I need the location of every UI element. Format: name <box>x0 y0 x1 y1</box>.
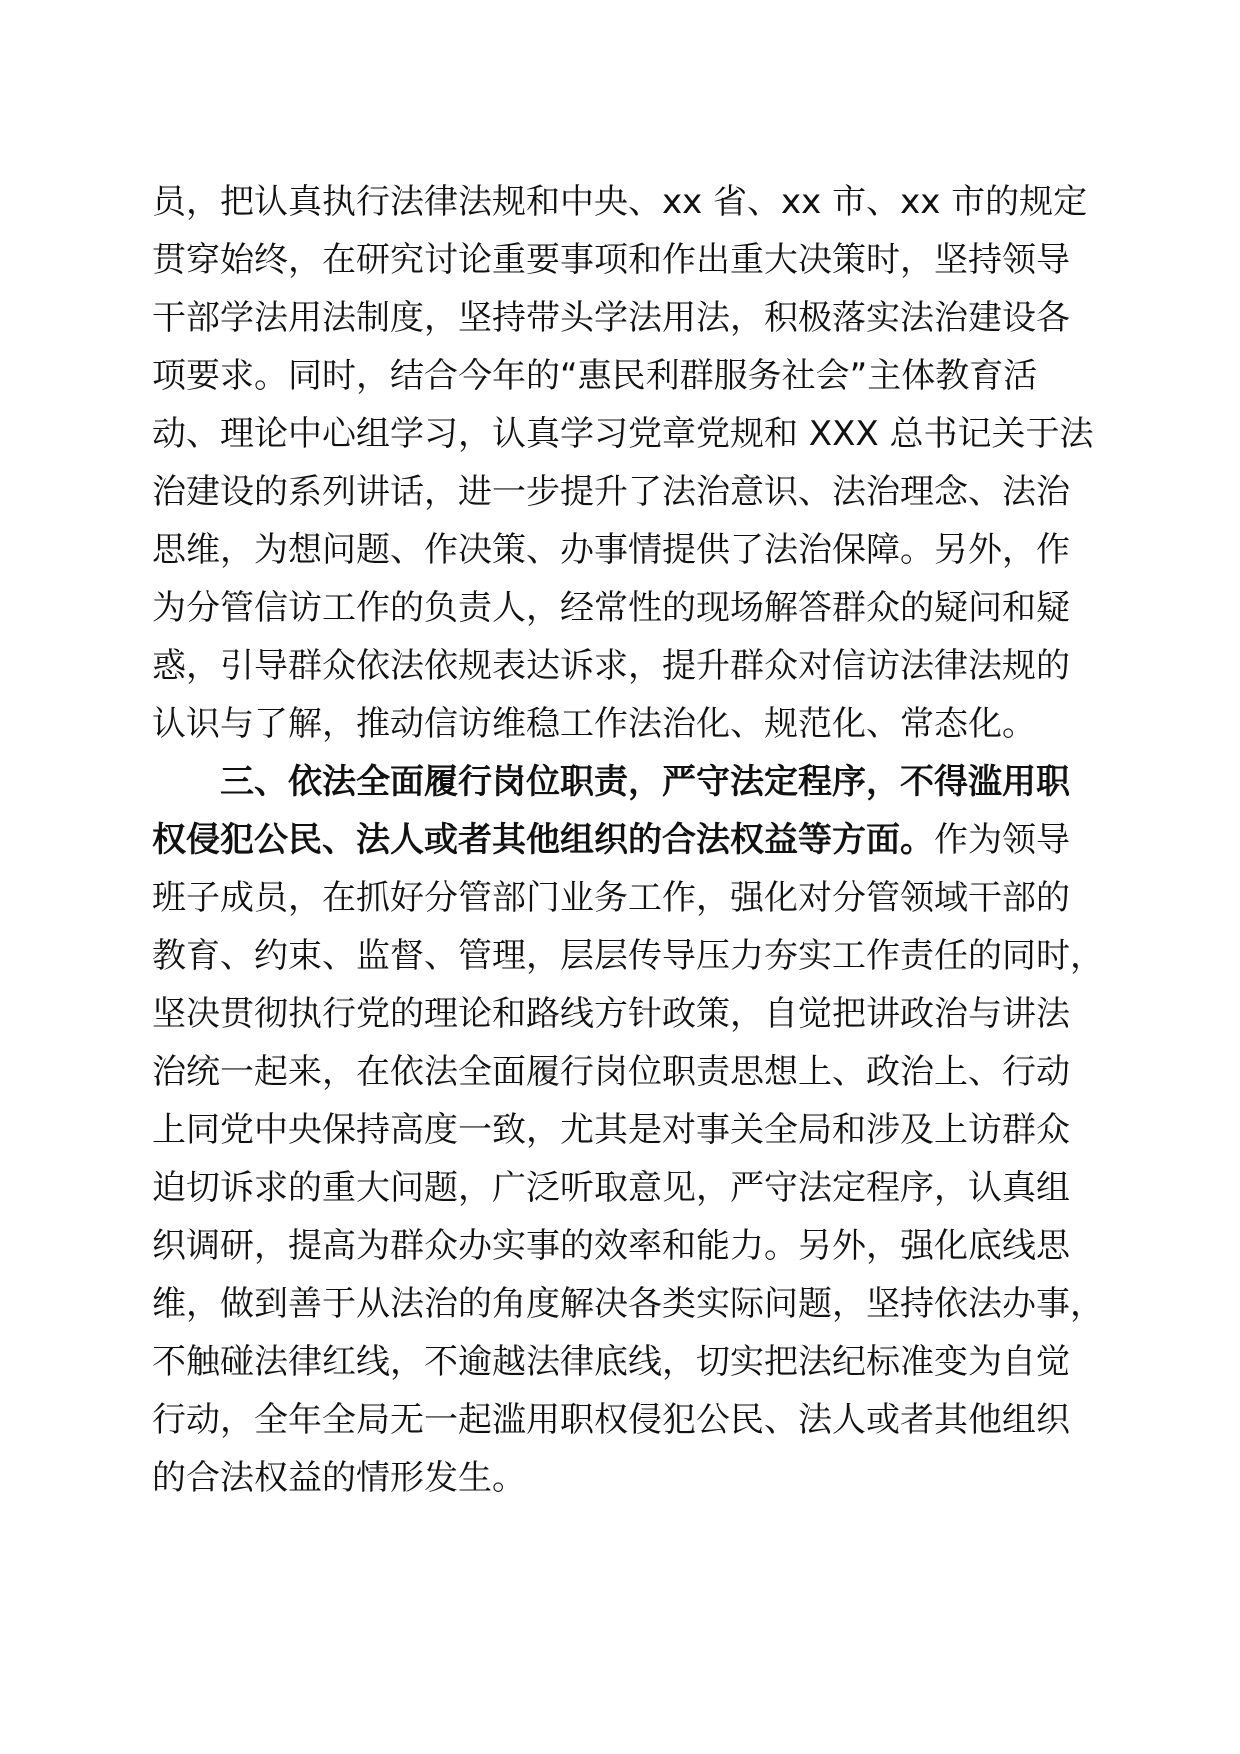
text-line: 迫切诉求的重大问题，广泛听取意见，严守法定程序，认真组 <box>152 1168 1070 1208</box>
text-line: 治统一起来，在依法全面履行岗位职责思想上、政治上、行动 <box>152 1052 1070 1092</box>
text-line: 治建设的系列讲话，进一步提升了法治意识、法治理念、法治 <box>152 472 1070 512</box>
text-line: 思维，为想问题、作决策、办事情提供了法治保障。另外，作 <box>152 530 1070 570</box>
section-heading-line-continued <box>152 820 1070 860</box>
text-line: 认识与了解，推动信访维稳工作法治化、规范化、常态化。 <box>152 704 1036 744</box>
text-line: 教育、约束、监督、管理，层层传导压力夯实工作责任的同时， <box>152 936 1104 976</box>
text-line: 项要求。同时，结合今年的“惠民利群服务社会”主体教育活 <box>152 356 1038 396</box>
text-line: 惑，引导群众依法依规表达诉求，提升群众对信访法律法规的 <box>152 646 1070 686</box>
text-line: 动、理论中心组学习，认真学习党章党规和 XXX 总书记关于法 <box>152 414 1094 454</box>
section-heading-tail: 权侵犯公民、法人或者其他组织的合法权益等方面。 <box>152 820 934 860</box>
text-line: 上同党中央保持高度一致，尤其是对事关全局和涉及上访群众 <box>152 1110 1070 1150</box>
text-line: 维，做到善于从法治的角度解决各类实际问题，坚持依法办事， <box>152 1284 1104 1324</box>
text-line: 为分管信访工作的负责人，经常性的现场解答群众的疑问和疑 <box>152 588 1070 628</box>
text-line: 的合法权益的情形发生。 <box>152 1458 526 1498</box>
text-line: 不触碰法律红线，不逾越法律底线，切实把法纪标准变为自觉 <box>152 1342 1070 1382</box>
text-line: 班子成员，在抓好分管部门业务工作，强化对分管领域干部的 <box>152 878 1070 918</box>
text-line: 织调研，提高为群众办实事的效率和能力。另外，强化底线思 <box>152 1226 1070 1266</box>
text-line: 行动，全年全局无一起滥用职权侵犯公民、法人或者其他组织 <box>152 1400 1070 1440</box>
text-line: 干部学法用法制度，坚持带头学法用法，积极落实法治建设各 <box>152 298 1070 338</box>
text-line: 贯穿始终，在研究讨论重要事项和作出重大决策时，坚持领导 <box>152 240 1070 280</box>
text-line-tail: 作为领导 <box>934 820 1070 860</box>
text-line: 坚决贯彻执行党的理论和路线方针政策，自觉把讲政治与讲法 <box>152 994 1070 1034</box>
section-heading-line: 三、依法全面履行岗位职责，严守法定程序，不得滥用职 <box>220 762 1070 802</box>
text-line: 员，把认真执行法律法规和中央、xx 省、xx 市、xx 市的规定 <box>152 182 1088 222</box>
